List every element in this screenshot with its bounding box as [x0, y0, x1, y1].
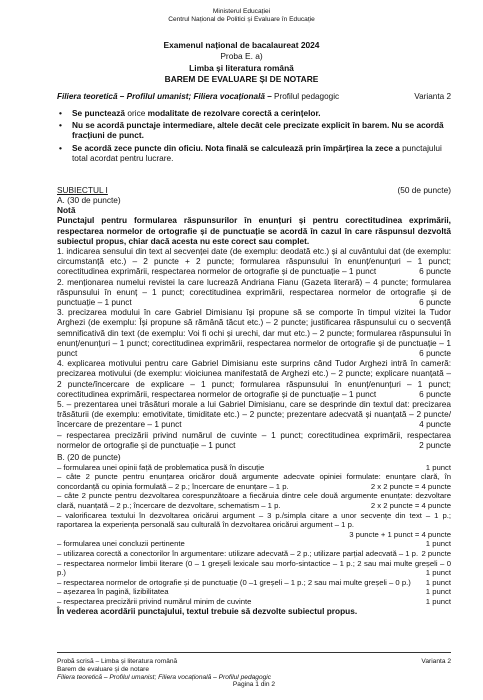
filiera-normal: Profilul pedagogic	[271, 92, 340, 101]
b-line: – respectarea normelor limbii literare (0 – 1 greșeli lexicale sau morfo-sintactice – 1 p.; 2 sau mai multe greșeli – 0 p.) 1 punct	[57, 558, 451, 578]
b-line: – formularea unei opinii față de problematica pusă în discuție 1 punct	[57, 462, 451, 472]
nota-text: Punctajul pentru formularea răspunsurilor în enunțuri și pentru corectitudinea exprimării, respectarea normelor de ortografie și de punctuație se acordă în cazul în care răspunsul dezvoltă subiectul propus, chiar dacă acesta nu este corect sau complet.	[57, 215, 451, 246]
filiera-line	[57, 92, 339, 101]
bullet-icon: •	[59, 108, 62, 118]
item-2: 2. menționarea numelui revistei la care lucrează Andriana Fianu (Gazeta literară) – 4 puncte; formularea răspunsului în enunț – 1 punct; corectitudinea exprimării, respectarea normelor de ortografie și de punctuație – 1 punct 6 puncte	[57, 276, 451, 308]
center-name: Centrul Național de Politici și Evaluare în Educație	[168, 16, 315, 23]
item-3: 3. precizarea modului în care Gabriel Dimisianu își propune să se comporte în timpul vizitei la Tudor Arghezi (de exemplu: Își propune să rămână tăcut etc.) – 2 puncte; justificarea răspunsului cu o secvență semnificativă din text (de exemplu: Voi fi ochi și urechi, dar mut etc.) – 2 puncte; formularea răspunsului în enunț/enunțuri – 1 punct; corectitudinea exprimării, respectarea normelor de ortografie și de punctuație – 1 punct 6 puncte	[57, 307, 451, 359]
subiect-label: SUBIECTUL I	[57, 185, 108, 195]
subject-title: Limba și literatura română	[189, 62, 294, 73]
part-b-heading: B. (20 de puncte)	[57, 452, 121, 463]
b-final-note: În vederea acordării punctajului, textul trebuie să dezvolte subiectul propus.	[57, 605, 358, 616]
bullet-icon: •	[59, 120, 62, 131]
b-line: – valorificarea textului în dezvoltarea oricărui argument – 3 p./simpla citare a unor secvențe din text – 1 p.; raportarea la experiența personală sau culturală în dezvoltarea oricărui argument – 1 p. 3 puncte + 1 punct = 4 puncte	[57, 510, 451, 539]
page-footer	[57, 658, 451, 689]
b-line: – câte 2 puncte pentru enunțarea oricăror două argumente adecvate opiniei formulate: enunțare clară, în concordanță cu opinia formulată – 2 p.; încercare de enunțare – 1 p. 2 x 2 puncte = 4 puncte	[57, 472, 451, 491]
item-4: 4. explicarea motivului pentru care Gabriel Dimisianu este surprins când Tudor Arghezi intră în cameră: precizarea motivului (de exemplu: vioiciunea manifestată de Arghezi etc.) – 2 puncte; explicare nuanțată – 2 puncte/încercare de explicare – 1 punct; formularea răspunsului în enunț/enunțuri – 1 punct; corectitudinea exprimării, respectarea normelor de ortografie și de punctuație – 1 punct 6 puncte	[57, 358, 451, 399]
b-line: – utilizarea corectă a conectorilor în argumentare: utilizare adecvată – 2 p.; utilizare parțial adecvată – 1 p. 2 puncte	[57, 549, 451, 559]
subiect-header	[57, 185, 451, 195]
b-line: – respectarea precizării privind numărul minim de cuvinte 1 punct	[57, 596, 451, 606]
part-b	[57, 453, 451, 616]
b-line: – respectarea normelor de ortografie și de punctuație (0 –1 greșeli – 1 p.; 2 sau mai multe greșeli – 0 p.) 1 punct	[57, 577, 451, 587]
footer-varianta: Varianta 2	[421, 658, 451, 665]
footer-line3: Filiera teoretică – Profilul umanist; Filiera vocațională – Profilul pedagogic	[57, 673, 272, 681]
b-line: – câte 2 puncte pentru dezvoltarea corespunzătoare a fiecăruia dintre cele două argumente enunțate: dezvoltare clară, nuanțată – 2 p.; încercare de dezvoltare, schematism – 1 p. 2 x 2 puncte = 4 puncte	[57, 491, 451, 511]
barem-title: BAREM DE EVALUARE ȘI DE NOTARE	[164, 74, 319, 85]
rule-item: • Se acordă zece puncte din oficiu. Nota finală se calculează prin împărțirea la zece a punctajului total acordat pentru lucrare.	[59, 142, 442, 163]
b-line: – așezarea în pagină, lizibilitatea 1 punct	[57, 587, 451, 597]
footer-line2: Barem de evaluare și de notare	[57, 665, 150, 673]
nota-label: Notă	[57, 205, 76, 216]
page-number: Pagina 1 din 2	[232, 681, 276, 689]
item-1: 1. indicarea sensului din text al secvenței date (de exemplu: deodată etc.) și al cuvântului dat (de exemplu: circumstanță etc.) – 2 puncte + 2 puncte; formularea răspunsului în enunț/enunțuri – 1 punct; corectitudinea exprimării, respectarea normelor de ortografie și de punctuație – 1 punct 6 puncte	[57, 246, 451, 277]
item-5a: 5. – prezentarea unei trăsături morale a lui Gabriel Dimisianu, care se desprinde din textul dat: precizarea trăsăturii (de exemplu: emotivitate, timiditate etc.) – 2 puncte; prezentare adecvată și nuanțată – 2 puncte/încercare de prezentare – 1 punct 4 puncte	[57, 399, 451, 430]
rule-item: • Se punctează orice modalitate de rezolvare corectă a cerințelor.	[59, 108, 321, 118]
document-titles	[0, 40, 483, 86]
proba-title: Proba E. a)	[220, 51, 263, 62]
b-line: – formularea unei concluzii pertinente 1 punct	[57, 539, 451, 549]
varianta-label: Varianta 2	[414, 92, 451, 101]
institution-header	[0, 8, 483, 24]
general-rules	[57, 108, 451, 165]
footer-line1: Probă scrisă – Limba și literatura română	[57, 658, 178, 665]
part-a-heading: A. (30 de puncte)	[57, 195, 121, 205]
rule-item: • Nu se acordă punctaje intermediare, altele decât cele precizate explicit în barem. Nu se acordă fracțiuni de punct.	[59, 120, 444, 141]
ministry-name: Ministerul Educației	[212, 8, 271, 15]
barem-body	[57, 195, 451, 616]
exam-title: Examenul național de bacalaureat 2024	[163, 40, 320, 50]
item-5b: – respectarea precizării privind numărul de cuvinte – 1 punct; corectitudinea exprimării, respectarea normelor de ortografie și de punctuație – 1 punct 2 puncte	[57, 429, 451, 450]
filiera-bold: Filiera teoretică – Profilul umanist; Filiera vocațională –	[57, 92, 272, 101]
bullet-icon: •	[59, 142, 62, 153]
footer-divider	[57, 652, 451, 653]
subiect-points: (50 de puncte)	[397, 185, 451, 195]
